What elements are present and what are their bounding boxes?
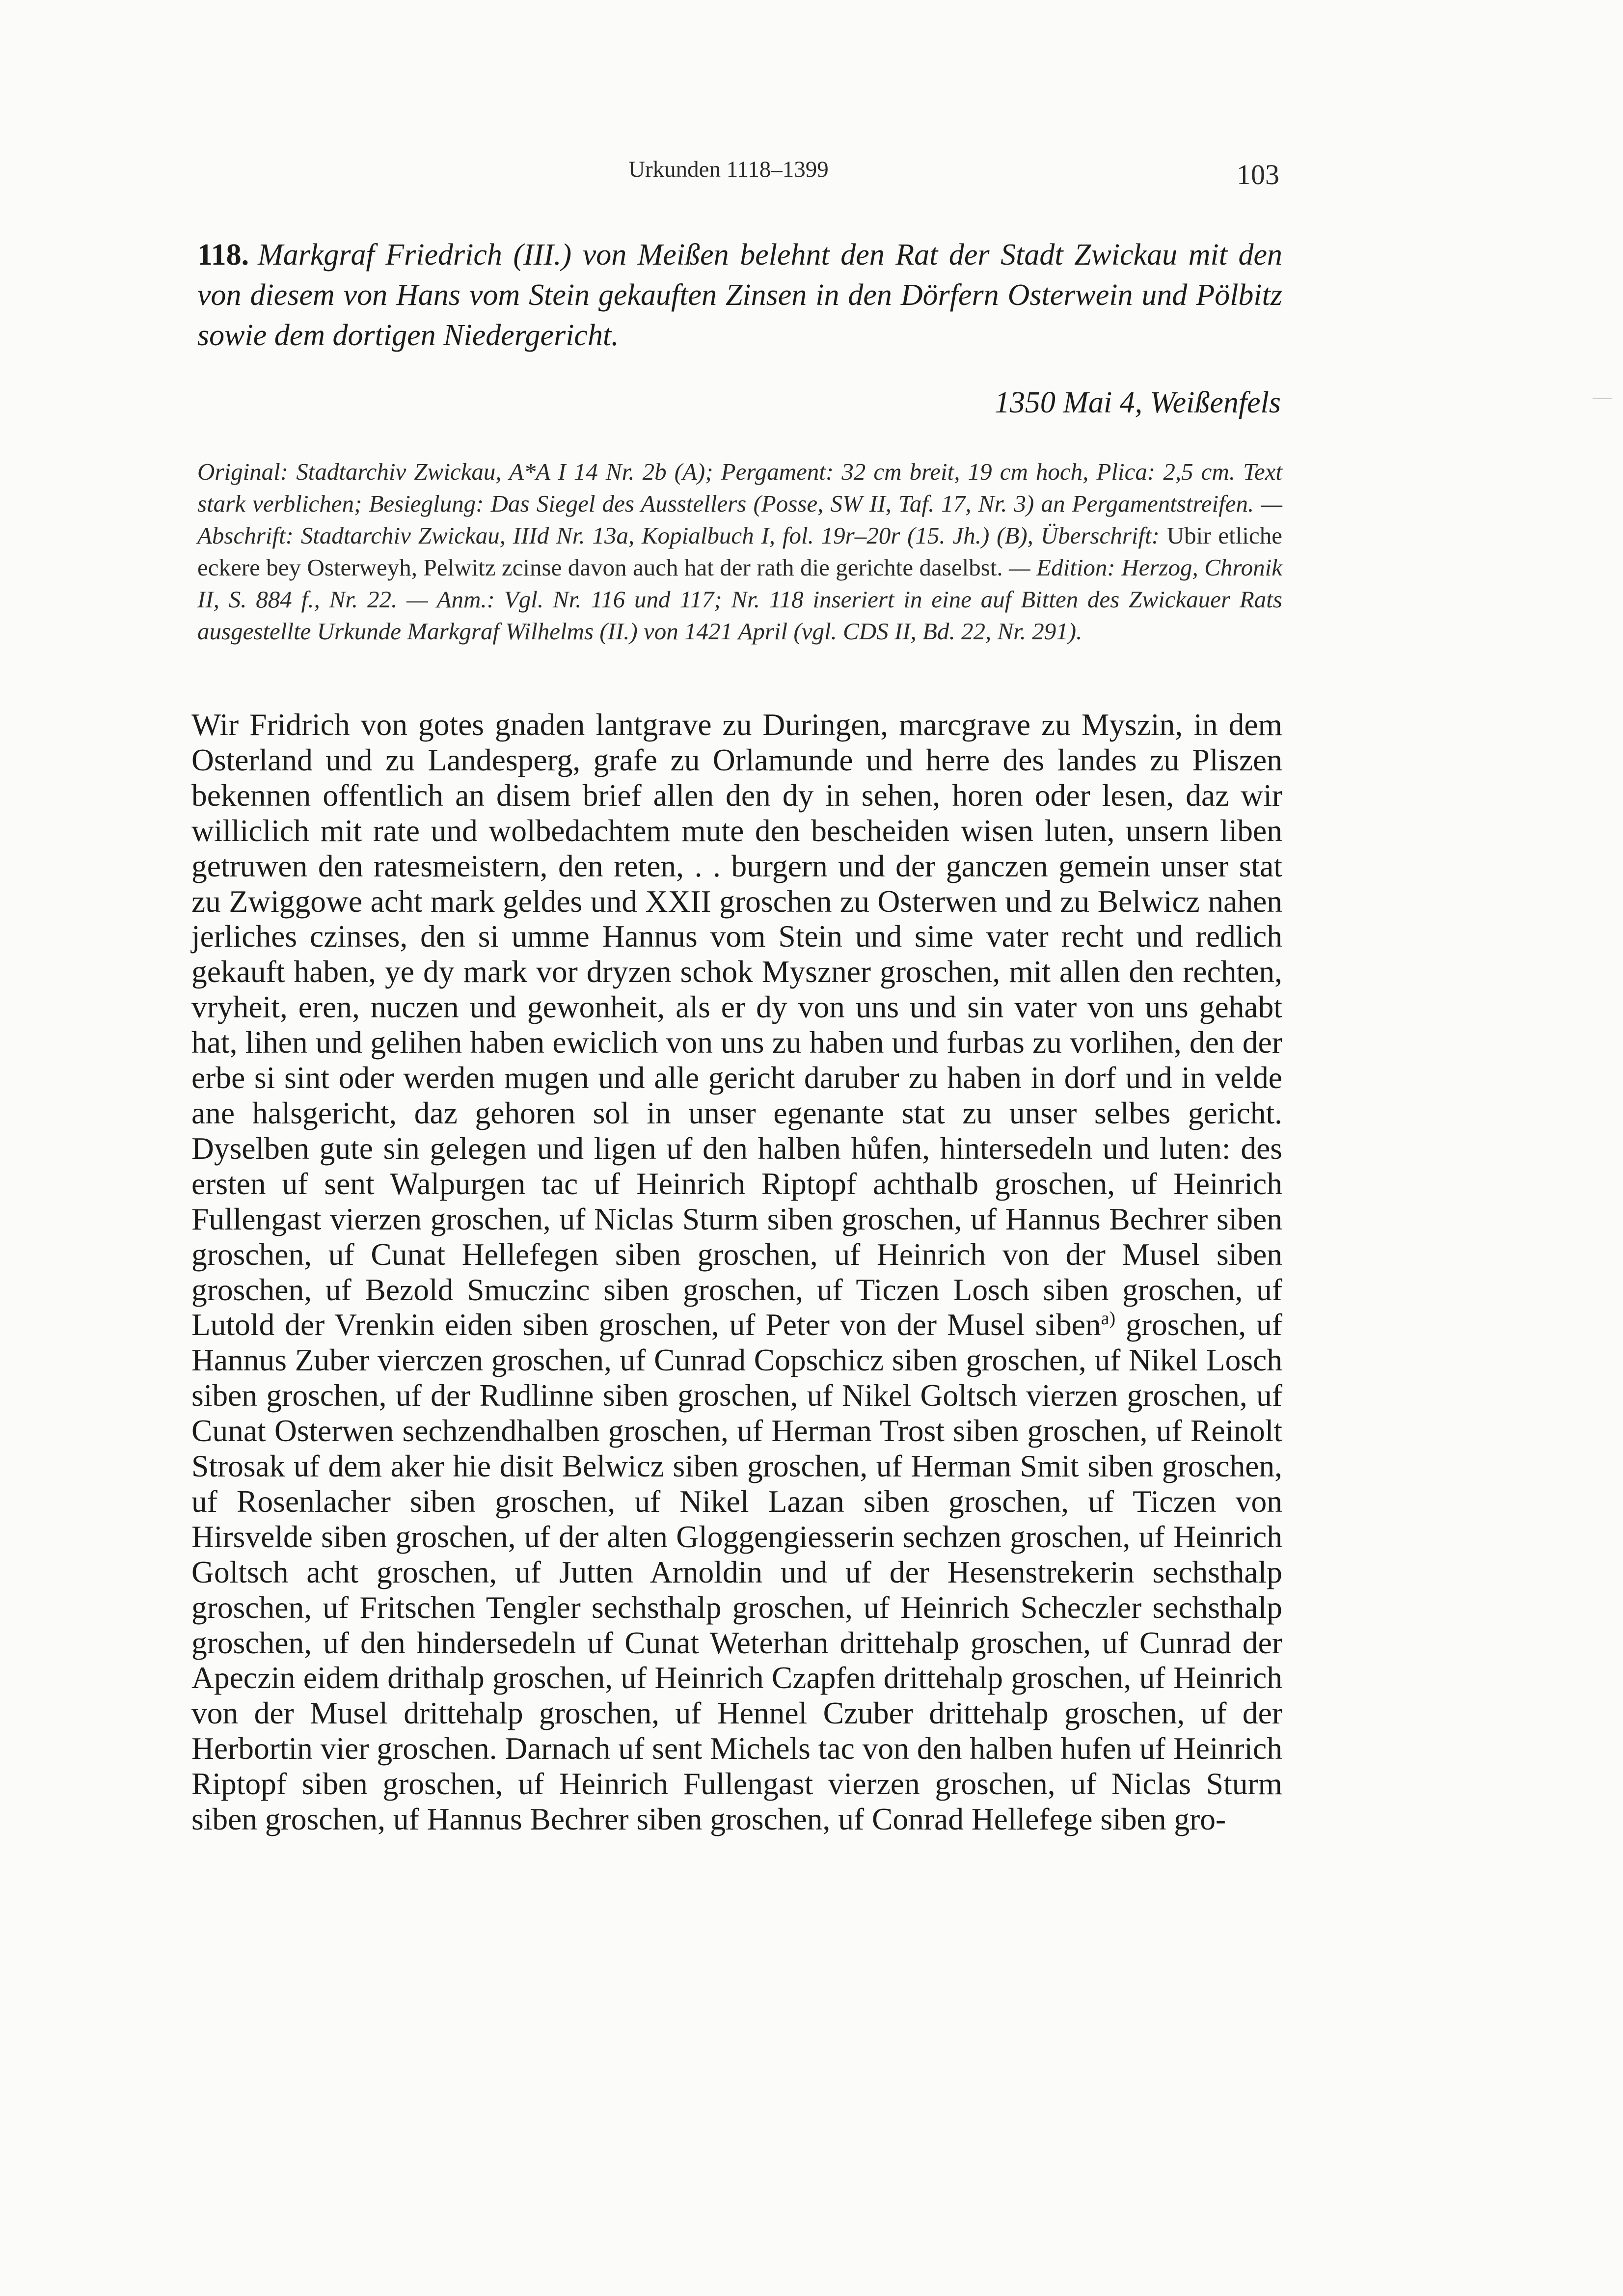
margin-mark: [1593, 398, 1612, 399]
page-number: 103: [1237, 159, 1279, 191]
charter-paragraph: [191, 707, 1282, 1837]
charter-text-part-1: Wir Fridrich von gotes gnaden lantgrave zu Duringen, marcgrave zu Myszin, in dem Osterland und zu Landesperg, grafe zu Orlamunde und herre des landes zu Pliszen bekennen offentlich an disem brief allen den dy in sehen, horen oder lesen, daz wir williclich mit rate und wolbedachtem mute den bescheiden wisen luten, unsern liben getruwen den ratesmeistern, den reten, . . burgern und der ganczen gemein unser stat zu Zwiggowe acht mark geldes und XXII groschen zu Osterwen und zu Belwicz nahen jerliches czinses, den si umme Hannus vom Stein und sime vater recht und redlich gekauft haben, ye dy mark vor dryzen schok Myszner groschen, mit allen den rechten, vryheit, eren, nuczen und gewonheit, als er dy von uns und sin vater von uns gehabt hat, lihen und gelihen haben ewiclich von uns zu haben und furbas zu vorlihen, den der erbe si sint oder werden mugen und alle gericht daruber zu haben in dorf und in velde ane halsgericht, daz gehoren sol in unser egenante stat zu unser selbes gericht. Dyselben gute sin gelegen und ligen uf den halben hůfen, hintersedeln und luten: des ersten uf sent Walpurgen tac uf Heinrich Riptopf achthalb groschen, uf Heinrich Fullengast vierzen groschen, uf Niclas Sturm siben groschen, uf Hannus Bechrer siben groschen, uf Cunat Hellefegen siben groschen, uf Heinrich von der Musel siben groschen, uf Bezold Smuczinc siben groschen, uf Ticzen Losch siben groschen, uf Lutold der Vrenkin eiden siben groschen, uf Peter von der Musel siben: [191, 707, 1282, 1342]
footnote-ref: a): [1101, 1308, 1116, 1329]
document-number: 118.: [197, 238, 249, 272]
charter-text-part-2: groschen, uf Hannus Zuber vierczen groschen, uf Cunrad Copschicz siben groschen, uf Nikel Losch siben groschen, uf der Rudlinne siben groschen, uf Nikel Goltsch vierzen groschen, uf Cunat Osterwen sechzendhalben groschen, uf Herman Trost siben groschen, uf Reinolt Strosak uf dem aker hie disit Belwicz siben groschen, uf Herman Smit siben groschen, uf Rosenlacher siben groschen, uf Nikel Lazan siben groschen, uf Ticzen von Hirsvelde siben groschen, uf der alten Gloggengiesserin sechzen groschen, uf Heinrich Goltsch acht groschen, uf Jutten Arnoldin und uf der Hesenstrekerin sechsthalp groschen, uf Fritschen Tengler sechsthalp groschen, uf Heinrich Scheczler sechsthalp groschen, uf den hindersedeln uf Cunat Weterhan drittehalp groschen, uf Cunrad der Apeczin eidem drithalp groschen, uf Heinrich Czapfen drittehalp groschen, uf Heinrich von der Musel drittehalp groschen, uf Hennel Czuber drittehalp groschen, uf der Herbortin vier groschen. Darnach uf sent Michels tac von den halben hufen uf Heinrich Riptopf siben groschen, uf Heinrich Fullengast vierzen groschen, uf Niclas Sturm siben groschen, uf Hannus Bechrer siben groschen, uf Conrad Hellefege siben gro-: [191, 1307, 1282, 1837]
critical-apparatus: [197, 456, 1282, 647]
document-date-place: 1350 Mai 4, Weißenfels: [994, 386, 1281, 419]
running-title: Urkunden 1118–1399: [628, 157, 829, 182]
apparatus-heading-quote: Ubir etliche eckere bey Osterweyh, Pelwitz zcinse davon auch hat der rath die gerichte daselbst.: [197, 522, 1283, 581]
document-summary: Markgraf Friedrich (III.) von Meißen belehnt den Rat der Stadt Zwickau mit den von diesem von Hans vom Stein gekauften Zinsen in den Dörfern Osterwein und Pölbitz sowie dem dortigen Niedergericht.: [197, 238, 1282, 352]
apparatus-edition-note: — Edition: Herzog, Chronik II, S. 884 f., Nr. 22. — Anm.: Vgl. Nr. 116 und 117; Nr. 118 inseriert in eine auf Bitten des Zwickauer Rats ausgestellte Urkunde Markgraf Wilhelms (II.) von 1421 April (vgl. CDS II, Bd. 22, Nr. 291).: [197, 554, 1282, 645]
charter-text: [191, 707, 1282, 1837]
document-heading: [197, 235, 1282, 355]
apparatus-description: Original: Stadtarchiv Zwickau, A*A I 14 Nr. 2b (A); Pergament: 32 cm breit, 19 cm hoch, Plica: 2,5 cm. Text stark verblichen; Besieglung: Das Siegel des Ausstellers (Posse, SW II, Taf. 17, Nr. 3) an Pergamentstreifen. — Abschrift: Stadtarchiv Zwickau, IIId Nr. 13a, Kopialbuch I, fol. 19r–20r (15. Jh.) (B), Überschrift:: [197, 458, 1282, 549]
